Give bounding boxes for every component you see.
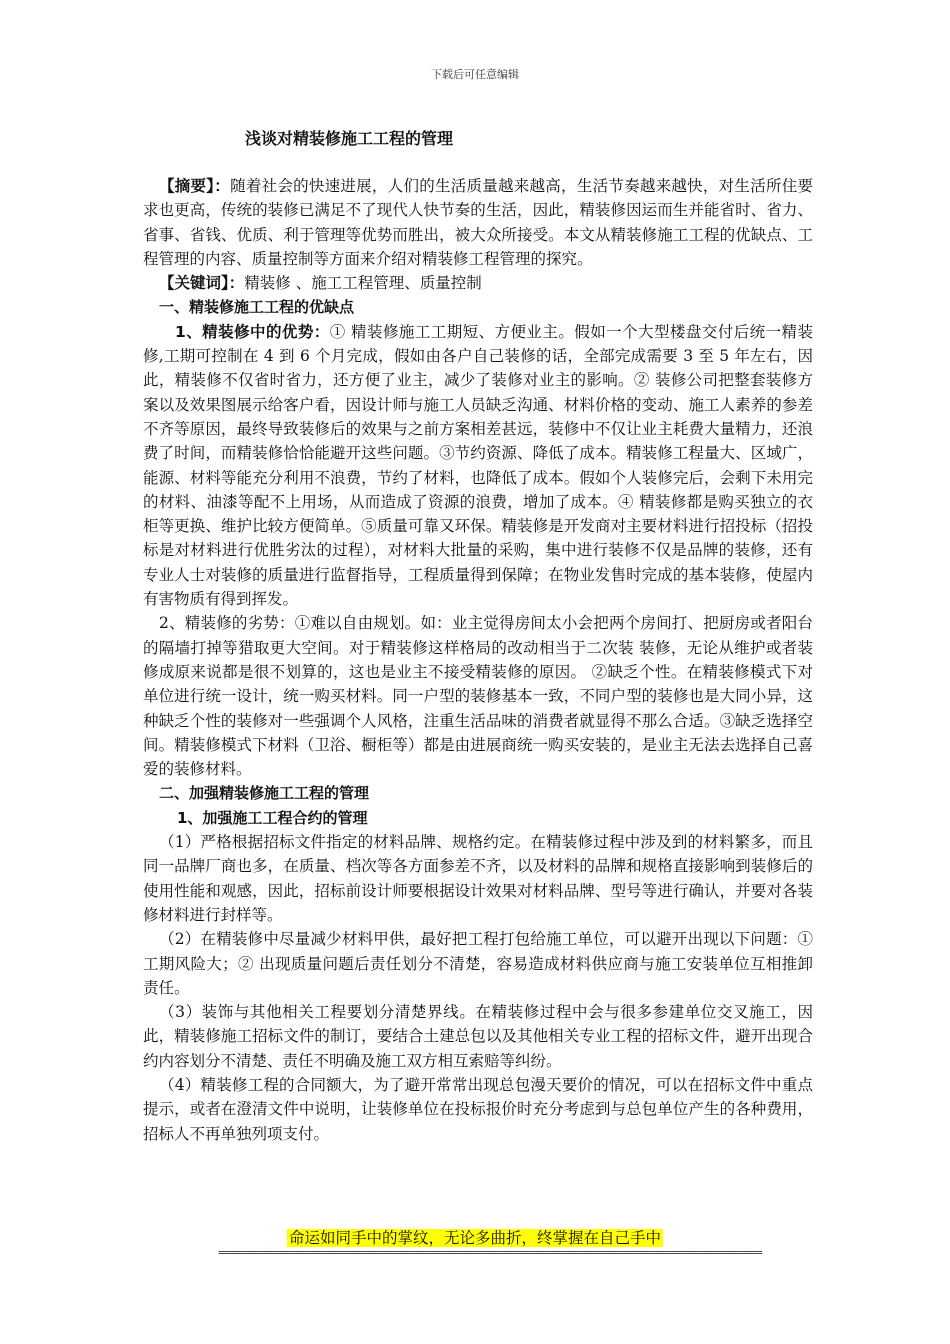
contract-item-2: （2）在精装修中尽量减少材料甲供，最好把工程打包给施工单位，可以避开出现以下问题：①工期风险大；② 出现质量问题后责任划分不清楚，容易造成材料供应商与施工安装单位互相推卸责任。	[143, 930, 813, 997]
abstract-paragraph	[143, 174, 813, 271]
contract-item-1: （1）严格根据招标文件指定的材料品牌、规格约定。在精装修过程中涉及到的材料繁多，而且同一品牌厂商也多，在质量、档次等各方面参差不齐，以及材料的品牌和规格直接影响到装修后的使用性能和观感，因此，招标前设计师要根据设计效果对材料品牌、型号等进行确认，并要对各装修材料进行封样等。	[143, 833, 813, 924]
document-title: 浅谈对精装修施工工程的管理	[245, 129, 454, 148]
advantages-label: 1、精装修中的优势：	[175, 322, 330, 341]
footer-banner	[0, 1226, 950, 1248]
footer-banner-text: 命运如同手中的掌纹，无论多曲折，终掌握在自己手中	[288, 1229, 661, 1247]
header-note: 下载后可任意编辑	[431, 68, 519, 81]
section1-heading: 一、精装修施工工程的优缺点	[159, 298, 355, 317]
section2-sub1-heading: 1、加强施工工程合约的管理	[177, 808, 368, 827]
keywords-paragraph	[143, 271, 813, 295]
keywords-text: 精装修 、施工工程管理、质量控制	[244, 274, 482, 293]
section2-heading: 二、加强精装修施工工程的管理	[159, 784, 370, 803]
disadvantages-paragraph: 2、精装修的劣势：①难以自由规划。如：业主觉得房间太小会把两个房间打、把厨房或者阳台的隔墙打掉等猎取更大空间。对于精装修这样格局的改动相当于二次装 装修，无论从维护或者装修成原来说都是很不划算的，这也是业主不接受精装修的原因。 ②缺乏个性。在精装修模式下对单位进行统一设计，统一购买材料。同一户型的装修基本一致，不同户型的装修也是大同小异，这种缺乏个性的装修对一些强调个人风格，注重生活品味的消费者就显得不那么合适。③缺乏选择空间。精装修模式下材料（卫浴、橱柜等）都是由进展商统一购买安装的，是业主无法去选择自己喜爱的装修材料。	[143, 614, 813, 779]
advantages-paragraph	[143, 320, 813, 612]
contract-item-4: （4）精装修工程的合同额大，为了避开常常出现总包漫天要价的情况，可以在招标文件中重点提示，或者在澄清文件中说明，让装修单位在投标报价时充分考虑到与总包单位产生的各种费用，招标人不再单独列项支付。	[143, 1075, 813, 1143]
document-body	[143, 174, 813, 1146]
footer-rule: ========================================================================================================	[218, 1246, 762, 1259]
advantages-text: ① 精装修施工工期短、方便业主。假如一个大型楼盘交付后统一精装修,工期可控制在 4 到 6 个月完成，假如由各户自己装修的话，全部完成需要 3 至 5 年左右，因此，精装修不仅省时省力，还方便了业主，减少了装修对业主的影响。② 装修公司把整套装修方案以及效果图展示给客户看，因设计师与施工人员缺乏沟通、材料价格的变动、施工人素养的参差不齐等原因，最终导致装修后的效果与之前方案相差甚远，装修中不仅让业主耗费大量精力，还浪费了时间，而精装修恰恰能避开这些问题。③节约资源、降低了成本。精装修工程量大、区域广，能源、材料等能充分利用不浪费，节约了材料，也降低了成本。假如个人装修完后，会剩下未用完的材料、油漆等配不上用场，从而造成了资源的浪费，增加了成本。④ 精装修都是购买独立的衣柜等更换、维护比较方便简单。⑤质量可靠又环保。精装修是开发商对主要材料进行招投标（招投标是对材料进行优胜劣汰的过程），对材料大批量的采购，集中进行装修不仅是品牌的装修，还有专业人士对装修的质量进行监督指导，工程质量得到保障；在物业发售时完成的基本装修，使屋内有害物质有得到挥发。	[143, 322, 813, 609]
abstract-label: 【摘要】：	[159, 177, 231, 195]
abstract-text: 随着社会的快速进展，人们的生活质量越来越高，生活节奏越来越快，对生活所住要求也更高，传统的装修已满足不了现代人快节奏的生活，因此，精装修因运而生并能省时、省力、省事、省钱、优质、利于管理等优势而胜出，被大众所接受。本文从精装修施工工程的优缺点、工程管理的内容、质量控制等方面来介绍对精装修工程管理的探究。	[143, 177, 813, 268]
contract-item-3: （3）装饰与其他相关工程要划分清楚界线。在精装修过程中会与很多参建单位交叉施工，因此，精装修施工招标文件的制订，要结合土建总包以及其他相关专业工程的招标文件，避开出现合约内容划分不清楚、责任不明确及施工双方相互索赔等纠纷。	[143, 1003, 813, 1070]
keywords-label: 【关键词】：	[159, 274, 245, 293]
